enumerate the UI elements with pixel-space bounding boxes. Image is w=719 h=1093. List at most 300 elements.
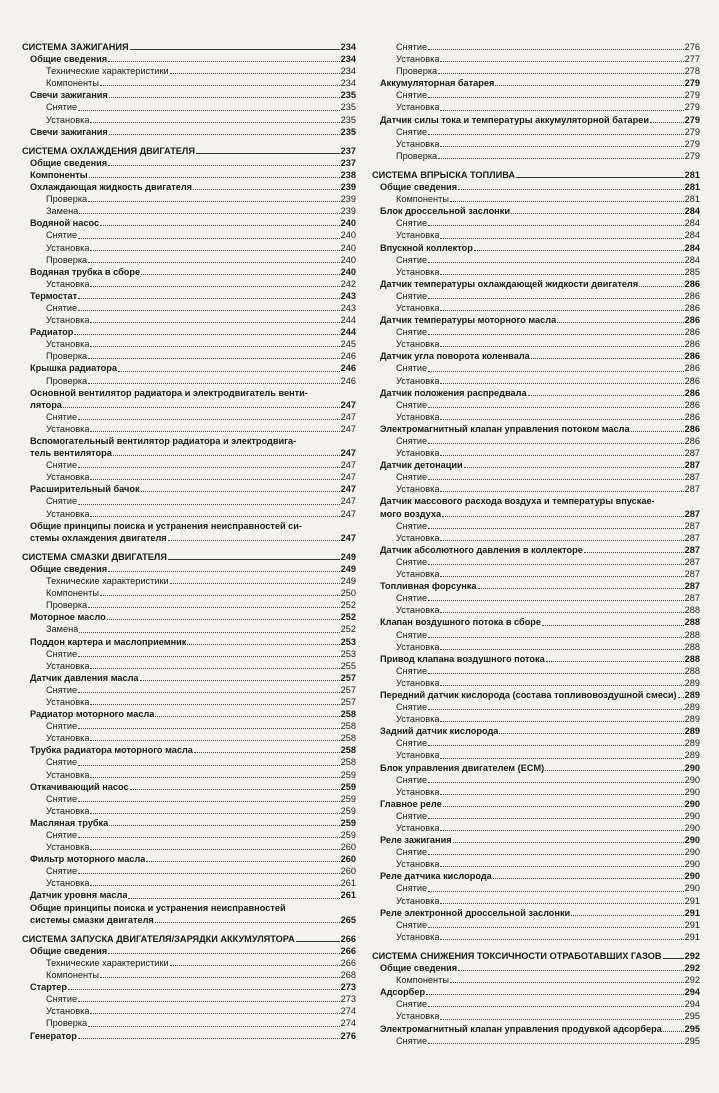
toc-entry[interactable]: [22, 981, 356, 993]
dot-leader: [440, 794, 683, 795]
toc-entry[interactable]: [22, 744, 356, 756]
toc-subentry[interactable]: [22, 829, 356, 841]
toc-subentry[interactable]: [22, 696, 356, 708]
page-number: 240: [340, 230, 356, 241]
toc-entry[interactable]: [372, 986, 700, 998]
toc-subentry-title: Проверка: [46, 351, 88, 362]
dot-leader: [128, 898, 339, 899]
toc-entry[interactable]: [22, 290, 356, 302]
toc-subentry-title: Снятие: [46, 830, 78, 840]
toc-subentry[interactable]: [22, 684, 356, 696]
toc-subentry[interactable]: [22, 805, 356, 817]
toc-entry-title: Стартер: [30, 982, 67, 993]
toc-subentry[interactable]: [372, 217, 700, 229]
toc-entry-title: Электромагнитный клапан управления потоком масла: [380, 423, 630, 434]
toc-subentry[interactable]: [372, 629, 700, 641]
toc-subentry[interactable]: [22, 865, 356, 877]
toc-subentry-title: Снятие: [396, 399, 428, 410]
toc-subentry[interactable]: [22, 575, 356, 587]
page-number: 295: [684, 1011, 700, 1022]
toc-subentry[interactable]: [372, 677, 700, 689]
toc-entry[interactable]: [22, 157, 356, 169]
page-number: 281: [684, 169, 700, 180]
toc-entry-title: стемы охлаждения двигателя: [30, 532, 167, 543]
toc-subentry[interactable]: [22, 660, 356, 672]
page-number: 290: [684, 847, 700, 858]
toc-subentry[interactable]: [372, 737, 700, 749]
dot-leader: [108, 61, 340, 62]
dot-leader: [545, 770, 683, 771]
page-number: 249: [340, 576, 356, 587]
toc-subentry[interactable]: [22, 77, 356, 89]
toc-subentry[interactable]: [372, 41, 700, 53]
toc-section-title: СИСТЕМА СМАЗКИ ДВИГАТЕЛЯ: [22, 551, 167, 562]
toc-subentry[interactable]: [372, 302, 700, 314]
toc-subentry[interactable]: [372, 1010, 700, 1022]
toc-entry[interactable]: [22, 483, 356, 495]
toc-subentry[interactable]: [372, 532, 700, 544]
toc-subentry[interactable]: [22, 841, 356, 853]
toc-subentry[interactable]: [372, 846, 700, 858]
toc-entry[interactable]: [372, 114, 700, 126]
dot-leader: [440, 346, 683, 347]
toc-entry[interactable]: [372, 459, 700, 471]
toc-entry[interactable]: [22, 126, 356, 138]
page-number: 279: [684, 150, 700, 161]
toc-subentry[interactable]: [22, 495, 356, 507]
page-number: 294: [684, 987, 700, 998]
toc-subentry[interactable]: [22, 101, 356, 113]
toc-subentry[interactable]: [372, 858, 700, 870]
dot-leader: [428, 298, 684, 299]
toc-entry[interactable]: [22, 326, 356, 338]
page-number: 286: [684, 315, 700, 326]
toc-section[interactable]: [22, 551, 356, 563]
toc-entry[interactable]: [22, 563, 356, 575]
toc-subentry[interactable]: [372, 138, 700, 150]
page-number: 286: [684, 302, 700, 313]
toc-subentry-title: Технические характеристики: [46, 576, 169, 587]
toc-subentry[interactable]: [22, 648, 356, 660]
toc-subentry[interactable]: [372, 101, 700, 113]
toc-subentry[interactable]: [372, 126, 700, 138]
toc-entry[interactable]: [22, 889, 356, 901]
toc-subentry[interactable]: [22, 471, 356, 483]
page-number: 289: [684, 714, 700, 725]
toc-subentry[interactable]: [22, 114, 356, 126]
toc-subentry[interactable]: [22, 756, 356, 768]
toc-entry[interactable]: [372, 423, 700, 435]
toc-entry-title: Моторное масло: [30, 612, 106, 623]
toc-entry[interactable]: [372, 350, 700, 362]
page-number: 287: [684, 532, 700, 543]
dot-leader: [141, 274, 340, 275]
dot-leader: [426, 994, 684, 995]
toc-entry[interactable]: [372, 314, 700, 326]
dot-leader: [639, 286, 684, 287]
toc-subentry[interactable]: [22, 193, 356, 205]
page-number: 274: [340, 1018, 356, 1029]
toc-entry-title: Термостат: [30, 290, 78, 301]
toc-entry[interactable]: [22, 266, 356, 278]
toc-subentry-title: Снятие: [396, 90, 428, 101]
toc-subentry[interactable]: [22, 1005, 356, 1017]
toc-subentry[interactable]: [372, 411, 700, 423]
toc-subentry[interactable]: [22, 720, 356, 732]
toc-subentry[interactable]: [372, 290, 700, 302]
toc-section[interactable]: [22, 145, 356, 157]
toc-entry[interactable]: [22, 708, 356, 720]
dot-leader: [78, 873, 340, 874]
toc-subentry[interactable]: [372, 641, 700, 653]
toc-entry-wrapped-line: Вспомогательный вентилятор радиатора и электродвига-: [30, 436, 297, 446]
toc-subentry-title: Установка: [46, 339, 90, 350]
toc-subentry[interactable]: [372, 568, 700, 580]
toc-subentry[interactable]: [22, 969, 356, 981]
toc-entry[interactable]: [22, 169, 356, 181]
dot-leader: [168, 540, 340, 541]
toc-subentry[interactable]: [372, 150, 700, 162]
toc-entry[interactable]: [372, 689, 700, 701]
toc-entry[interactable]: [372, 278, 700, 290]
toc-section-title: СИСТЕМА СНИЖЕНИЯ ТОКСИЧНОСТИ ОТРАБОТАВШИХ ГАЗОВ: [372, 950, 662, 961]
toc-subentry-title: Установка: [396, 339, 440, 350]
page-number: 235: [340, 126, 356, 137]
dot-leader: [440, 1019, 683, 1020]
toc-entry[interactable]: [372, 798, 700, 810]
page-number: 234: [340, 54, 356, 65]
dot-leader: [90, 885, 339, 886]
toc-subentry[interactable]: [372, 810, 700, 822]
page-number: 289: [684, 689, 700, 700]
dot-leader: [571, 915, 683, 916]
toc-subentry[interactable]: [372, 326, 700, 338]
toc-entry[interactable]: [22, 532, 356, 544]
dot-leader: [440, 274, 683, 275]
toc-subentry[interactable]: [372, 604, 700, 616]
toc-entry[interactable]: [22, 1030, 356, 1042]
page-number: 286: [684, 363, 700, 374]
toc-entry[interactable]: [372, 205, 700, 217]
page-number: 287: [684, 593, 700, 604]
toc-subentry[interactable]: [372, 822, 700, 834]
toc-subentry[interactable]: [22, 423, 356, 435]
page-number: 266: [340, 933, 356, 944]
toc-subentry[interactable]: [22, 65, 356, 77]
toc-subentry[interactable]: [372, 447, 700, 459]
dot-leader: [428, 1006, 684, 1007]
dot-leader: [90, 668, 339, 669]
toc-entry[interactable]: [22, 362, 356, 374]
toc-subentry-title: Установка: [396, 714, 440, 725]
toc-subentry[interactable]: [372, 931, 700, 943]
toc-subentry[interactable]: [372, 774, 700, 786]
dot-leader: [90, 777, 339, 778]
toc-entry-title: Откачивающий насос: [30, 781, 129, 792]
toc-entry[interactable]: [372, 77, 700, 89]
toc-subentry[interactable]: [22, 254, 356, 266]
page-number: 289: [684, 677, 700, 688]
dot-leader: [650, 122, 684, 123]
toc-section[interactable]: [22, 933, 356, 945]
dot-leader: [663, 958, 684, 959]
toc-entry-title: Общие сведения: [30, 945, 108, 956]
toc-entry[interactable]: [372, 834, 700, 846]
toc-entry-title: мого воздуха: [380, 508, 442, 519]
dot-leader: [584, 552, 684, 553]
dot-leader: [113, 455, 340, 456]
toc-entry-title: Фильтр моторного масла: [30, 854, 146, 865]
toc-entry[interactable]: [372, 508, 700, 520]
toc-subentry[interactable]: [22, 229, 356, 241]
toc-subentry-title: Компоненты: [46, 970, 99, 981]
page-number: 235: [340, 114, 356, 125]
page-number: 287: [684, 484, 700, 495]
toc-entry[interactable]: [22, 181, 356, 193]
toc-entry[interactable]: [22, 89, 356, 101]
toc-subentry-title: Снятие: [46, 994, 78, 1005]
toc-subentry[interactable]: [372, 266, 700, 278]
toc-section[interactable]: [22, 41, 356, 53]
dot-leader: [440, 721, 683, 722]
toc-entry-title: Масляная трубка: [30, 817, 109, 828]
toc-subentry[interactable]: [372, 882, 700, 894]
page-number: 260: [340, 854, 356, 865]
toc-entry-title: Датчик абсолютного давления в коллекторе: [380, 544, 583, 555]
toc-entry-title: Реле зажигания: [380, 835, 452, 846]
toc-subentry[interactable]: [372, 65, 700, 77]
toc-entry-title: тель вентилятора: [30, 448, 112, 459]
dot-leader: [89, 177, 340, 178]
toc-subentry[interactable]: [22, 338, 356, 350]
toc-subentry[interactable]: [372, 749, 700, 761]
toc-subentry[interactable]: [22, 587, 356, 599]
toc-entry[interactable]: [372, 387, 700, 399]
toc-entry[interactable]: [22, 217, 356, 229]
toc-subentry[interactable]: [372, 435, 700, 447]
toc-subentry-title: Установка: [396, 54, 440, 65]
dot-leader: [109, 825, 339, 826]
dot-leader: [428, 407, 684, 408]
toc-subentry[interactable]: [22, 993, 356, 1005]
toc-subentry-title: Установка: [46, 242, 90, 253]
toc-section[interactable]: [372, 169, 700, 181]
toc-subentry[interactable]: [372, 919, 700, 931]
toc-subentry[interactable]: [372, 556, 700, 568]
toc-subentry-title: Установка: [46, 278, 90, 289]
toc-subentry[interactable]: [22, 459, 356, 471]
toc-entry-title: системы смазки двигателя: [30, 914, 154, 925]
dot-leader: [440, 419, 683, 420]
dot-leader: [168, 559, 340, 560]
toc-subentry[interactable]: [22, 205, 356, 217]
page-number: 244: [340, 315, 356, 326]
toc-entry[interactable]: [372, 653, 700, 665]
toc-subentry[interactable]: [22, 314, 356, 326]
toc-entry[interactable]: [22, 817, 356, 829]
page-number: 287: [684, 569, 700, 580]
toc-subentry[interactable]: [372, 998, 700, 1010]
dot-leader: [428, 745, 684, 746]
toc-subentry-title: Снятие: [396, 810, 428, 821]
dot-leader: [458, 970, 684, 971]
toc-subentry[interactable]: [22, 599, 356, 611]
toc-subentry[interactable]: [372, 254, 700, 266]
toc-subentry[interactable]: [372, 895, 700, 907]
toc-entry[interactable]: [22, 611, 356, 623]
page-number: 287: [684, 544, 700, 555]
toc-subentry[interactable]: [372, 974, 700, 986]
toc-subentry[interactable]: [372, 665, 700, 677]
toc-entry[interactable]: [22, 636, 356, 648]
toc-subentry-title: Компоненты: [46, 588, 99, 599]
dot-leader: [440, 685, 683, 686]
dot-leader: [428, 49, 684, 50]
toc-entry[interactable]: [372, 544, 700, 556]
toc-entry-title: Генератор: [30, 1030, 77, 1041]
page-number: 239: [340, 182, 356, 193]
toc-entry[interactable]: [372, 242, 700, 254]
toc-subentry[interactable]: [372, 483, 700, 495]
dot-leader: [458, 189, 684, 190]
toc-subentry[interactable]: [372, 89, 700, 101]
dot-leader: [428, 371, 684, 372]
page-number: 281: [684, 194, 700, 205]
dot-leader: [440, 146, 683, 147]
toc-subentry[interactable]: [372, 786, 700, 798]
dot-leader: [440, 383, 683, 384]
toc-subentry[interactable]: [372, 471, 700, 483]
toc-subentry[interactable]: [372, 362, 700, 374]
toc-subentry[interactable]: [22, 793, 356, 805]
toc-subentry[interactable]: [22, 877, 356, 889]
toc-subentry-title: Снятие: [46, 460, 78, 471]
toc-subentry-title: Снятие: [396, 254, 428, 265]
dot-leader: [428, 225, 684, 226]
toc-entry[interactable]: [372, 907, 700, 919]
page-number: 274: [340, 1006, 356, 1017]
toc-entry[interactable]: [372, 181, 700, 193]
toc-subentry[interactable]: [22, 623, 356, 635]
toc-subentry[interactable]: [372, 375, 700, 387]
toc-subentry-title: Снятие: [396, 999, 428, 1010]
toc-subentry-title: Снятие: [46, 411, 78, 422]
dot-leader: [450, 201, 684, 202]
toc-subentry[interactable]: [22, 375, 356, 387]
dot-leader: [90, 250, 339, 251]
toc-entry-title: Датчик температуры моторного масла: [380, 315, 557, 326]
toc-subentry-title: Установка: [46, 805, 90, 816]
toc-subentry[interactable]: [372, 520, 700, 532]
toc-entry[interactable]: [372, 616, 700, 628]
toc-entry[interactable]: [22, 399, 356, 411]
toc-subentry-title: Компоненты: [396, 975, 449, 986]
toc-subentry[interactable]: [22, 278, 356, 290]
dot-leader: [428, 782, 684, 783]
page-number: 258: [340, 757, 356, 768]
toc-subentry[interactable]: [22, 411, 356, 423]
toc-entry[interactable]: [22, 945, 356, 957]
dot-leader: [78, 728, 340, 729]
toc-subentry-title: Установка: [46, 423, 90, 434]
toc-entry[interactable]: [372, 870, 700, 882]
toc-entry[interactable]: [22, 914, 356, 926]
toc-entry[interactable]: [22, 447, 356, 459]
toc-subentry[interactable]: [372, 399, 700, 411]
dot-leader: [542, 625, 684, 626]
dot-leader: [88, 383, 340, 384]
toc-entry[interactable]: [372, 1023, 700, 1035]
toc-subentry[interactable]: [372, 193, 700, 205]
toc-entry-title: Крышка радиатора: [30, 363, 118, 374]
dot-leader: [90, 346, 339, 347]
dot-leader: [453, 842, 684, 843]
toc-subentry[interactable]: [22, 957, 356, 969]
dot-leader: [78, 110, 340, 111]
toc-entry[interactable]: [22, 853, 356, 865]
page-number: 290: [684, 774, 700, 785]
page-number: 279: [684, 78, 700, 89]
page-number: 286: [684, 375, 700, 386]
toc-column-right: [372, 41, 700, 1047]
toc-section[interactable]: [372, 950, 700, 962]
toc-subentry[interactable]: [372, 229, 700, 241]
toc-subentry[interactable]: [22, 508, 356, 520]
toc-subentry[interactable]: [372, 592, 700, 604]
dot-leader: [90, 813, 339, 814]
toc-entry[interactable]: [372, 962, 700, 974]
toc-subentry[interactable]: [372, 713, 700, 725]
page-number: 286: [684, 399, 700, 410]
toc-entry[interactable]: [372, 725, 700, 737]
dot-leader: [78, 1001, 340, 1002]
toc-entry-title: Свечи зажигания: [30, 90, 108, 101]
toc-subentry[interactable]: [22, 350, 356, 362]
dot-leader: [428, 97, 684, 98]
toc-entry-title: Общие сведения: [380, 963, 458, 974]
toc-entry[interactable]: [22, 53, 356, 65]
toc-section-title: СИСТЕМА ВПРЫСКА ТОПЛИВА: [372, 169, 516, 180]
page-number: 234: [340, 78, 356, 89]
toc-entry-title: Датчик положения распредвала: [380, 387, 527, 398]
dot-leader: [450, 982, 684, 983]
toc-subentry-title: Установка: [396, 859, 440, 870]
dot-leader: [428, 927, 684, 928]
toc-subentry[interactable]: [372, 701, 700, 713]
toc-entry[interactable]: [22, 672, 356, 684]
toc-subentry[interactable]: [22, 1017, 356, 1029]
toc-subentry[interactable]: [372, 53, 700, 65]
toc-entry[interactable]: [22, 781, 356, 793]
toc-subentry-title: Снятие: [396, 738, 428, 749]
toc-subentry-title: Установка: [396, 677, 440, 688]
page-number: 246: [340, 375, 356, 386]
page-number: 288: [684, 641, 700, 652]
toc-subentry-title: Снятие: [396, 126, 428, 137]
toc-subentry[interactable]: [372, 338, 700, 350]
toc-subentry[interactable]: [22, 769, 356, 781]
toc-entry[interactable]: [372, 762, 700, 774]
toc-subentry[interactable]: [372, 1035, 700, 1047]
toc-subentry[interactable]: [22, 242, 356, 254]
dot-leader: [88, 607, 340, 608]
toc-entry[interactable]: [372, 580, 700, 592]
toc-subentry[interactable]: [22, 302, 356, 314]
dot-leader: [78, 504, 340, 505]
toc-entry-title: Датчик уровня масла: [30, 890, 128, 901]
toc-subentry[interactable]: [22, 732, 356, 744]
toc-subentry-title: Снятие: [396, 472, 428, 483]
